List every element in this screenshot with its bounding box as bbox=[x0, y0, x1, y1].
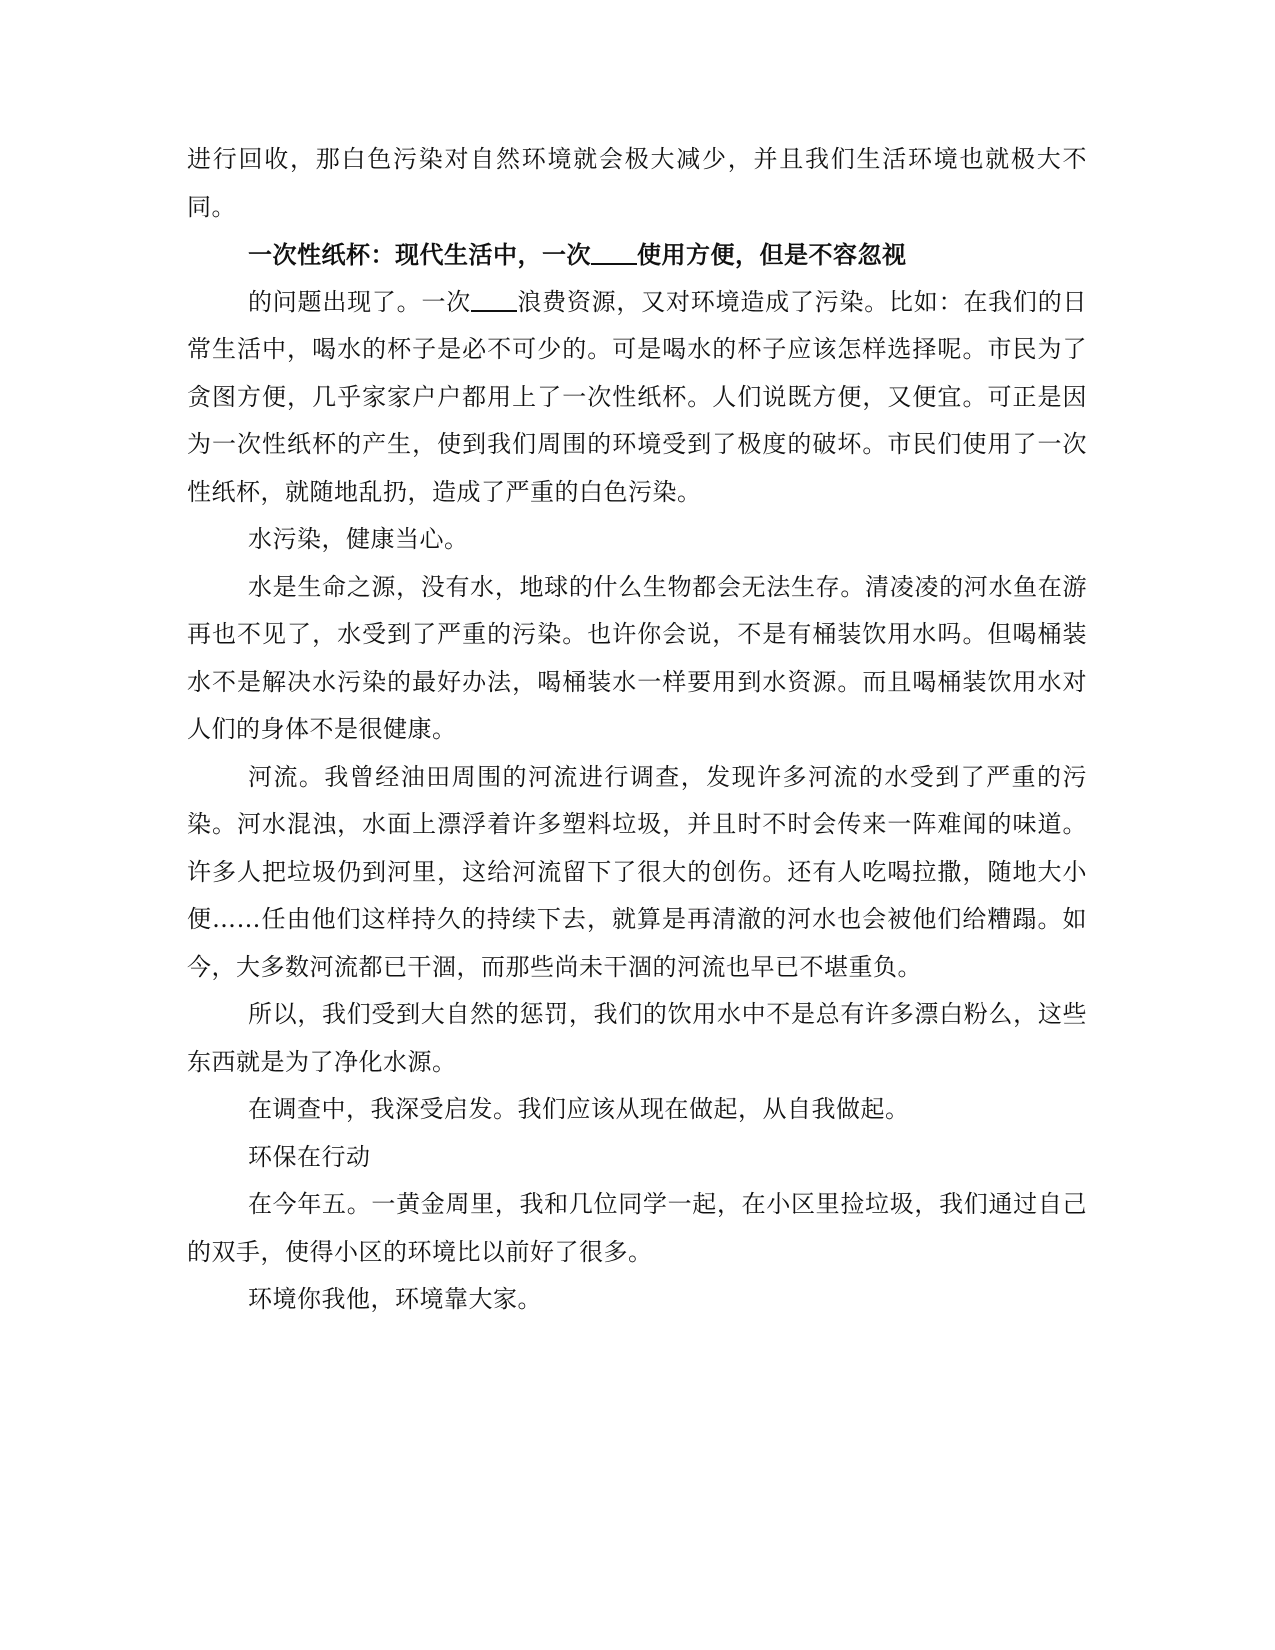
document-body bbox=[187, 136, 1087, 1324]
blank-underline bbox=[471, 288, 517, 312]
heading-text-part-2: 使用方便，但是不容忽视 bbox=[637, 240, 907, 269]
paragraph-nature-punishment: 所以，我们受到大自然的惩罚，我们的饮用水中不是总有许多漂白粉么，这些东西就是为了净化水源。 bbox=[187, 1000, 1087, 1076]
section-heading-water-pollution: 水污染，健康当心。 bbox=[248, 525, 469, 553]
paragraph-golden-week: 在今年五。一黄金周里，我和几位同学一起，在小区里捡垃圾，我们通过自己的双手，使得小区的环境比以前好了很多。 bbox=[187, 1190, 1087, 1266]
blank-underline bbox=[591, 241, 637, 265]
paragraph-text-part-2: 浪费资源，又对环境造成了污染。比如：在我们的日常生活中，喝水的杯子是必不可少的。可是喝水的杯子应该怎样选择呢。市民为了贪图方便，几乎家家户户都用上了一次性纸杯。人们说既方便，又便宜。可正是因为一次性纸杯的产生，使到我们周围的环境受到了极度的破坏。市民们使用了一次性纸杯，就随地乱扔，造成了严重的白色污染。 bbox=[187, 287, 1087, 506]
heading-text-part-1: 一次性纸杯：现代生活中，一次 bbox=[248, 240, 591, 269]
section-heading-environmental-action: 环保在行动 bbox=[248, 1142, 371, 1171]
paragraph-river-survey: 河流。我曾经油田周围的河流进行调查，发现许多河流的水受到了严重的污染。河水混浊，水面上漂浮着许多塑料垃圾，并且时不时会传来一阵难闻的味道。许多人把垃圾仍到河里，这给河流留下了很大的创伤。还有人吃喝拉撒，随地大小便……任由他们这样持久的持续下去，就算是再清澈的河水也会被他们给糟蹋。如今，大多数河流都已干涸，而那些尚未干涸的河流也早已不堪重负。 bbox=[187, 762, 1087, 981]
paragraph-closing-slogan: 环境你我他，环境靠大家。 bbox=[248, 1285, 542, 1313]
section-heading-disposable-cups bbox=[187, 231, 1087, 279]
paragraph-disposable-cups bbox=[187, 279, 1087, 517]
paragraph-recycling-conclusion: 进行回收，那白色污染对自然环境就会极大减少，并且我们生活环境也就极大不同。 bbox=[187, 145, 1087, 221]
paragraph-text-part-1: 的问题出现了。一次 bbox=[248, 287, 472, 316]
paragraph-inspiration: 在调查中，我深受启发。我们应该从现在做起，从自我做起。 bbox=[248, 1095, 910, 1123]
paragraph-water-source: 水是生命之源，没有水，地球的什么生物都会无法生存。清凌凌的河水鱼在游再也不见了，水受到了严重的污染。也许你会说，不是有桶装饮用水吗。但喝桶装水不是解决水污染的最好办法，喝桶装水一样要用到水资源。而且喝桶装饮用水对人们的身体不是很健康。 bbox=[187, 572, 1087, 743]
